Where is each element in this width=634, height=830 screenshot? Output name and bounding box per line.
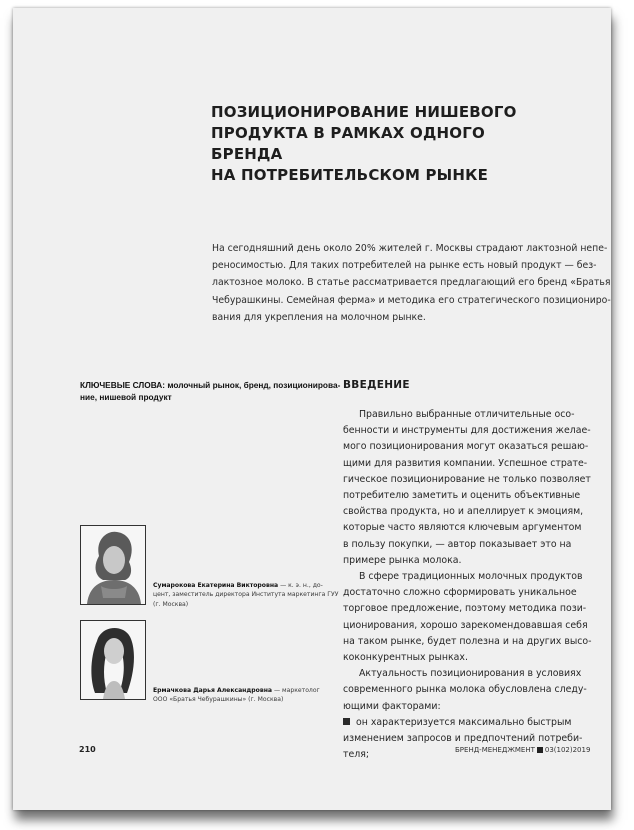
bullet-item (343, 715, 608, 731)
author-photo-sumarokova (80, 525, 146, 605)
body-line: щими для развития компании. Успешное страте- (343, 457, 588, 469)
keywords-text: молочный рынок, бренд, позиционирова- (165, 380, 341, 390)
body-line: теля; (343, 749, 370, 761)
body-line: на таком рынке, будет полезна и на других высо- (343, 635, 592, 647)
title-line: НА ПОТРЕБИТЕЛЬСКОМ РЫНКЕ (211, 166, 489, 184)
body-line: бенности и инструменты для достижения желае- (343, 425, 591, 437)
author-info (153, 686, 343, 705)
body-line: свойства продукта, но и апеллирует к эмоциям, (343, 506, 584, 518)
body-line: современного рынка молока обусловлена следу- (343, 684, 587, 696)
article-title (211, 102, 541, 186)
keywords-block (80, 380, 341, 403)
title-line: ПОЗИЦИОНИРОВАНИЕ НИШЕВОГО (211, 103, 517, 121)
body-line: ционирования, хорошо зарекомендовавшая себя (343, 619, 588, 631)
author-credentials: цент, заместитель директора Института маркетинга ГУУ (153, 591, 339, 599)
body-line: торговое предложение, поэтому методика пози- (343, 603, 587, 615)
journal-footer (455, 746, 590, 754)
author-credentials: ООО «Братья Чебурашкины» (г. Москва) (153, 696, 284, 704)
lead-line: реносимостью. Для таких потребителей на рынке есть новый продукт — без- (212, 260, 597, 272)
keywords-text: ние, нишевой продукт (80, 391, 172, 402)
body-line: которые часто являются ключевым аргументом (343, 522, 582, 534)
portrait-image (81, 621, 145, 699)
author-name: Сумарокова Екатерина Викторовна (153, 582, 279, 589)
body-line: изменением запросов и предпочтений потреби- (343, 733, 583, 745)
lead-line: вания для укрепления на молочном рынке. (212, 311, 426, 323)
lead-line: лактозное молоко. В статье рассматривается предлагающий его бренд «Братья (212, 277, 611, 289)
author-info (153, 581, 343, 609)
page-number: 210 (79, 745, 96, 754)
body-line: примере рынка молока. (343, 554, 462, 566)
body-line: достаточно сложно сформировать уникальное (343, 587, 577, 599)
body-line: мого позиционирования могут оказаться решаю- (343, 441, 589, 453)
lead-line: На сегодняшний день около 20% жителей г. Москвы страдают лактозной непе- (212, 243, 608, 254)
title-line: ПРОДУКТА В РАМКАХ ОДНОГО БРЕНДА (211, 124, 485, 163)
article-body (343, 407, 608, 763)
body-line: он характеризуется максимально быстрым (356, 716, 572, 728)
body-line: гическое позиционирование не только позволяет (343, 473, 591, 485)
body-line: коконкурентных рынках. (343, 652, 468, 664)
author-name: Ермачкова Дарья Александровна (153, 687, 273, 694)
section-heading: ВВЕДЕНИЕ (343, 379, 410, 391)
author-credentials: — маркетолог (272, 687, 320, 694)
body-line: Правильно выбранные отличительные осо- (359, 409, 575, 420)
author-credentials: — к. э. н., до- (278, 582, 323, 589)
body-line: ющими факторами: (343, 700, 441, 712)
journal-issue: 03(102)2019 (544, 746, 591, 754)
lead-line: Чебурашкины. Семейная ферма» и методика его стратегического позициониро- (212, 294, 611, 306)
body-line: Актуальность позиционирования в условиях (359, 668, 582, 680)
keywords-label: КЛЮЧЕВЫЕ СЛОВА: (80, 380, 166, 390)
square-icon (537, 747, 543, 753)
bullet-icon (343, 718, 350, 725)
author-credentials: (г. Москва) (153, 600, 189, 608)
article-lead (212, 240, 611, 326)
portrait-image (81, 526, 145, 604)
body-line: потребителю заметить и оценить объективные (343, 490, 581, 502)
body-line: в пользу покупки, — автор показывает это на (343, 538, 572, 550)
journal-name: БРЕНД-МЕНЕДЖМЕНТ (455, 746, 535, 754)
author-photo-ermachkova (80, 620, 146, 700)
body-line: В сфере традиционных молочных продуктов (359, 571, 583, 583)
